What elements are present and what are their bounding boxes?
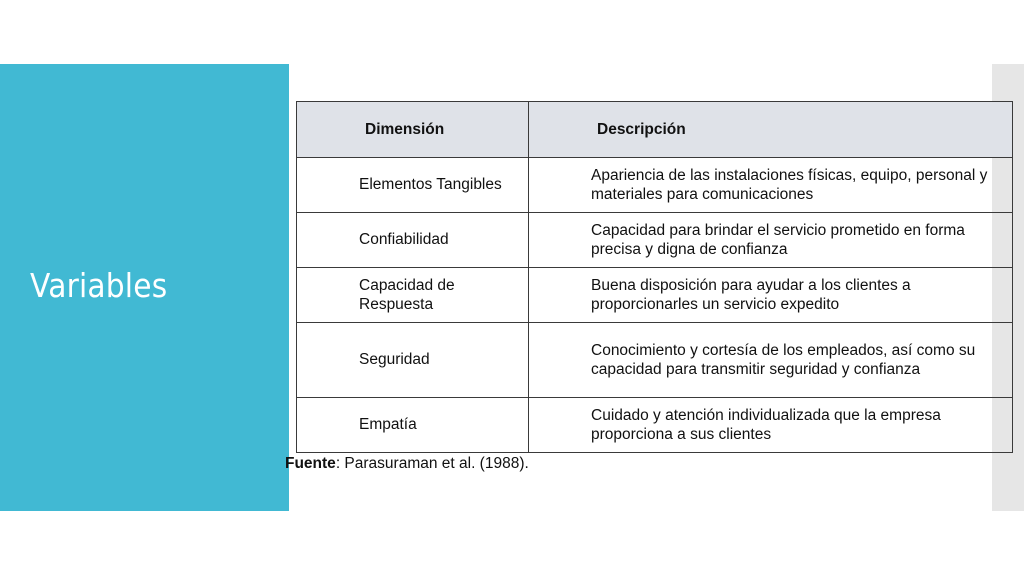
row-description: Conocimiento y cortesía de los empleados, así como su capacidad para transmitir seguridad y confianza [529,323,1013,398]
table-header-row [297,102,1013,158]
row-description: Buena disposición para ayudar a los clientes a proporcionarles un servicio expedito [529,268,1013,323]
header-description: Descripción [529,102,1013,158]
table-row [297,213,1013,268]
row-description: Apariencia de las instalaciones físicas, equipo, personal y materiales para comunicaciones [529,158,1013,213]
source-label: Fuente [285,455,336,472]
dimensions-table [296,101,1013,453]
slide-title: Variables [30,266,168,305]
source-citation [285,455,529,473]
row-dimension: Elementos Tangibles [297,158,529,213]
source-text: : Parasuraman et al. (1988). [335,455,529,472]
row-description: Cuidado y atención individualizada que la empresa proporciona a sus clientes [529,398,1013,453]
row-dimension: Empatía [297,398,529,453]
table-row [297,323,1013,398]
table-row [297,268,1013,323]
row-dimension: Seguridad [297,323,529,398]
table-row [297,398,1013,453]
header-dimension: Dimensión [297,102,529,158]
row-dimension: Confiabilidad [297,213,529,268]
row-description: Capacidad para brindar el servicio prometido en forma precisa y digna de confianza [529,213,1013,268]
table-row [297,158,1013,213]
row-dimension: Capacidad de Respuesta [297,268,529,323]
